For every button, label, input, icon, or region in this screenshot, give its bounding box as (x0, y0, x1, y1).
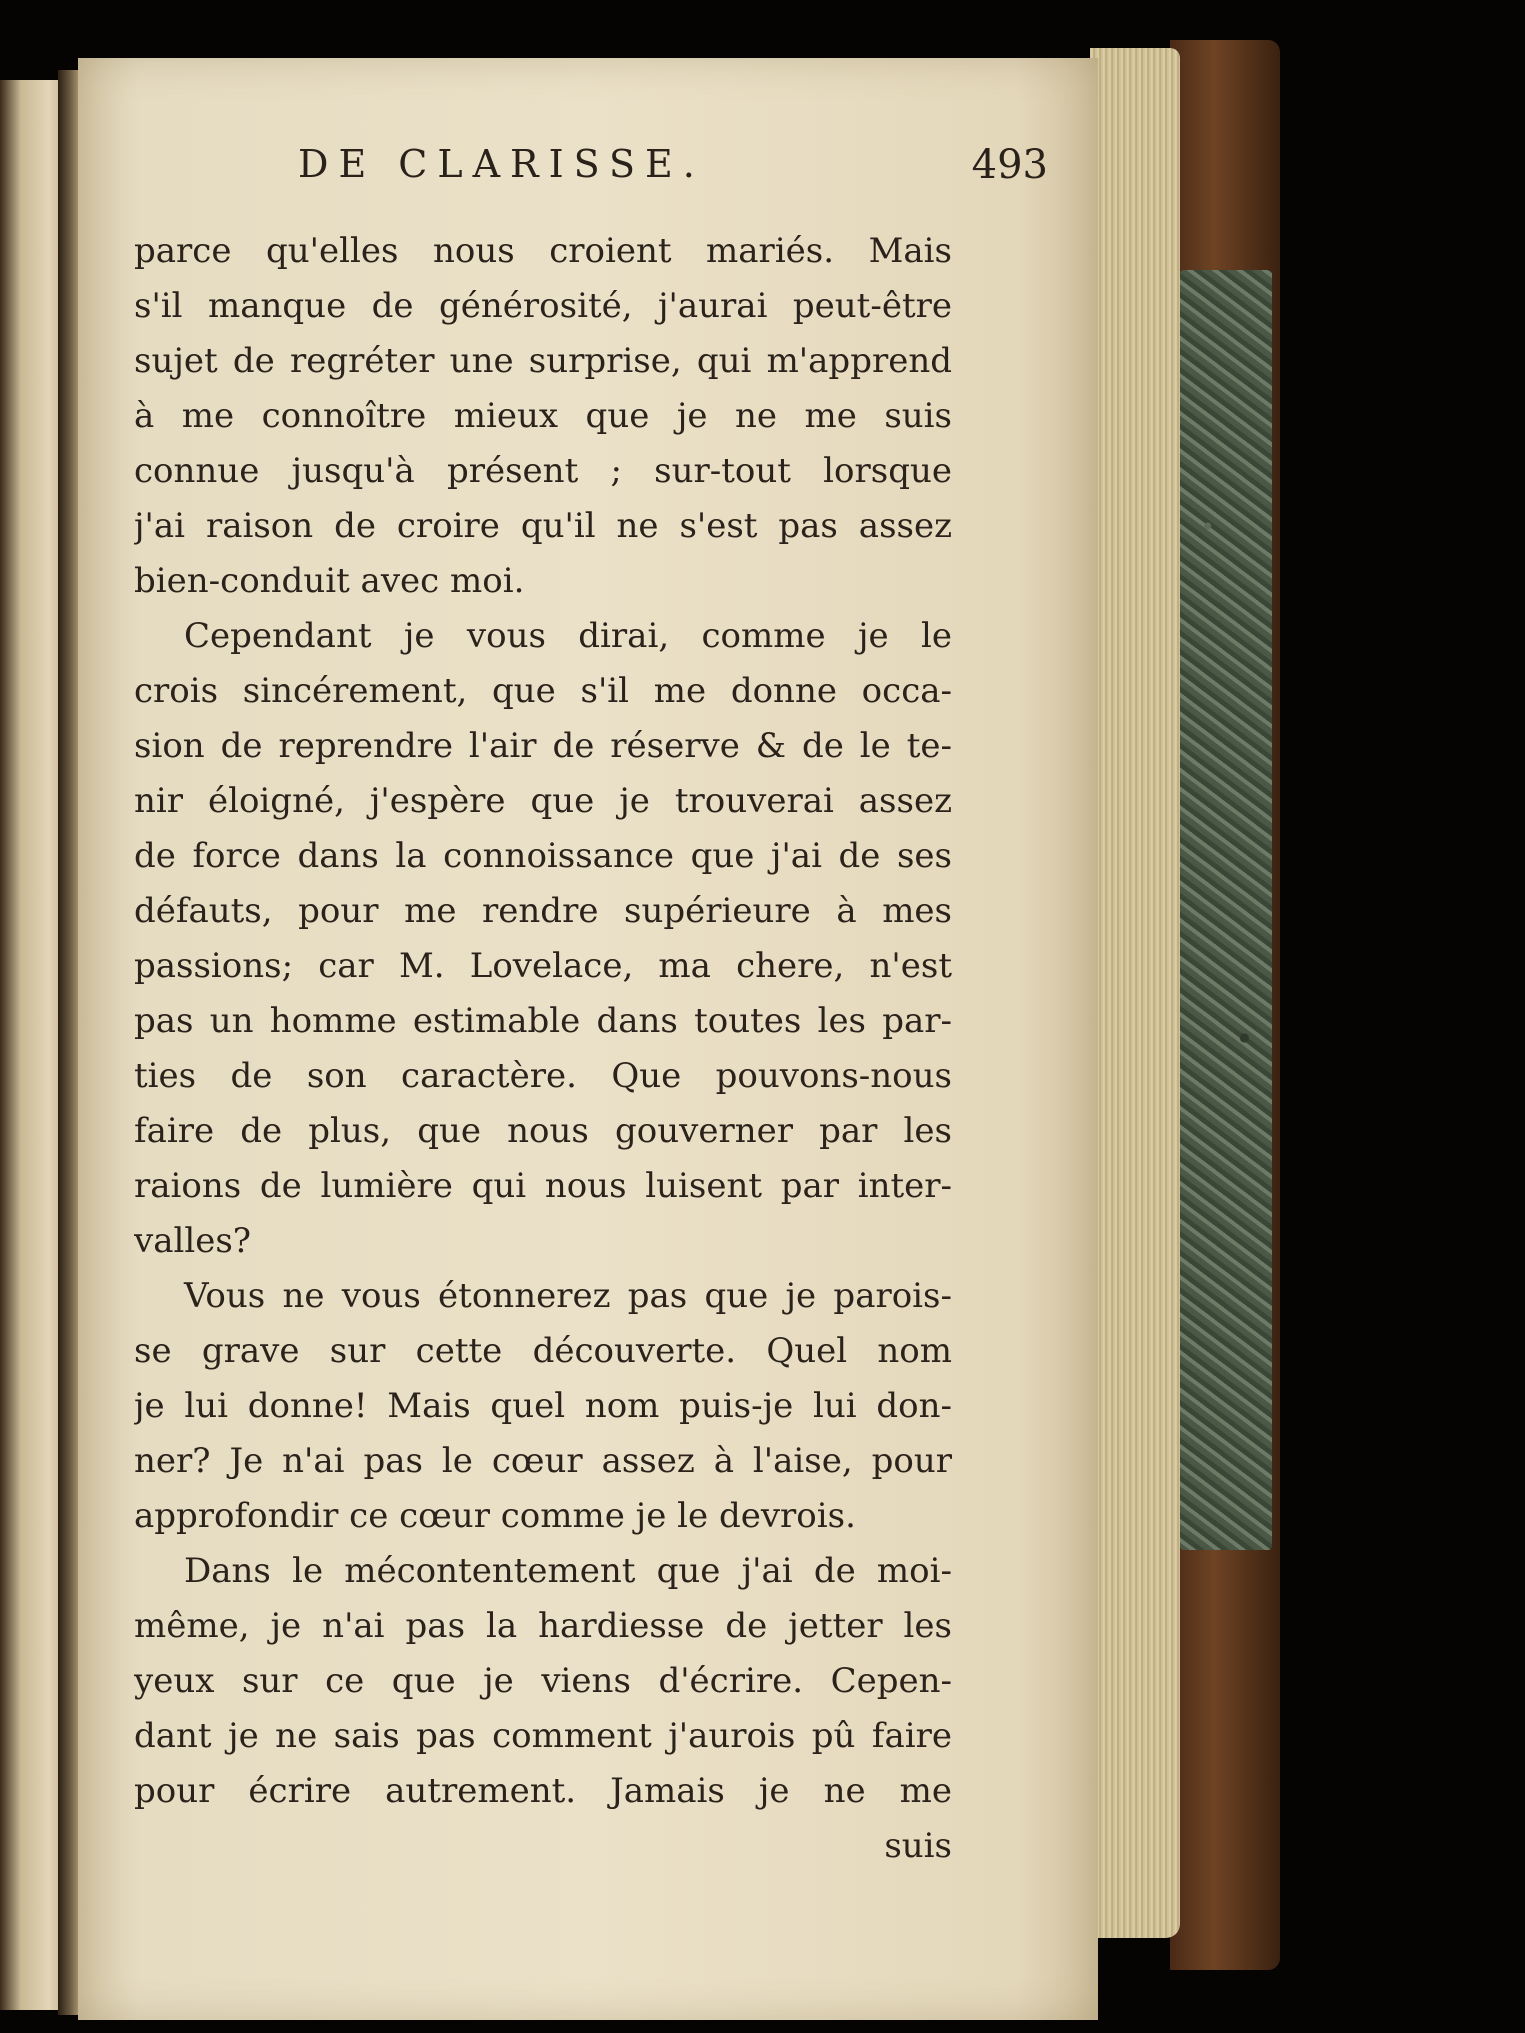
text-line: sion de reprendre l'air de réserve & de le te- (134, 726, 952, 766)
text-line: pas un homme estimable dans toutes les par- (134, 1001, 952, 1041)
text-line: à me connoître mieux que je ne me suis (134, 396, 952, 436)
catchword: suis (884, 1826, 952, 1866)
text-line: s'il manque de générosité, j'aurai peut-être (134, 286, 952, 326)
marbled-cover-panel (1180, 270, 1272, 1550)
text-line: yeux sur ce que je viens d'écrire. Cepen- (134, 1661, 952, 1701)
text-line: j'ai raison de croire qu'il ne s'est pas assez (134, 506, 952, 546)
running-head: DE CLARISSE. (298, 142, 705, 186)
text-line: crois sincérement, que s'il me donne occa- (134, 671, 952, 711)
text-line: sujet de regréter une surprise, qui m'apprend (134, 341, 952, 381)
text-line: valles? (134, 1221, 252, 1261)
text-line: pour écrire autrement. Jamais je ne me (134, 1771, 952, 1811)
text-line: Cependant je vous dirai, comme je le (184, 616, 952, 656)
text-line: faire de plus, que nous gouverner par les (134, 1111, 952, 1151)
page-body (134, 224, 952, 1874)
text-line: nir éloigné, j'espère que je trouverai assez (134, 781, 952, 821)
text-line: Dans le mécontentement que j'ai de moi- (184, 1551, 952, 1591)
text-line: se grave sur cette découverte. Quel nom (134, 1331, 952, 1371)
page-stack-edges (1090, 48, 1180, 1938)
text-line: passions; car M. Lovelace, ma chere, n'est (134, 946, 952, 986)
text-line: approfondir ce cœur comme je le devrois. (134, 1496, 856, 1536)
text-line: de force dans la connoissance que j'ai de ses (134, 836, 952, 876)
text-line: je lui donne! Mais quel nom puis-je lui don- (134, 1386, 952, 1426)
page-header (168, 142, 1048, 202)
text-line: même, je n'ai pas la hardiesse de jetter les (134, 1606, 952, 1646)
page-number: 493 (971, 142, 1048, 188)
text-line: ner? Je n'ai pas le cœur assez à l'aise, pour (134, 1441, 952, 1481)
text-line: connue jusqu'à présent ; sur-tout lorsque (134, 451, 952, 491)
text-line: bien-conduit avec moi. (134, 561, 525, 601)
text-line: parce qu'elles nous croient mariés. Mais (134, 231, 952, 271)
text-line: dant je ne sais pas comment j'aurois pû faire (134, 1716, 952, 1756)
text-line: défauts, pour me rendre supérieure à mes (134, 891, 952, 931)
text-line: Vous ne vous étonnerez pas que je parois- (184, 1276, 952, 1316)
text-line: raions de lumière qui nous luisent par inter- (134, 1166, 952, 1206)
text-line: ties de son caractère. Que pouvons-nous (134, 1056, 952, 1096)
